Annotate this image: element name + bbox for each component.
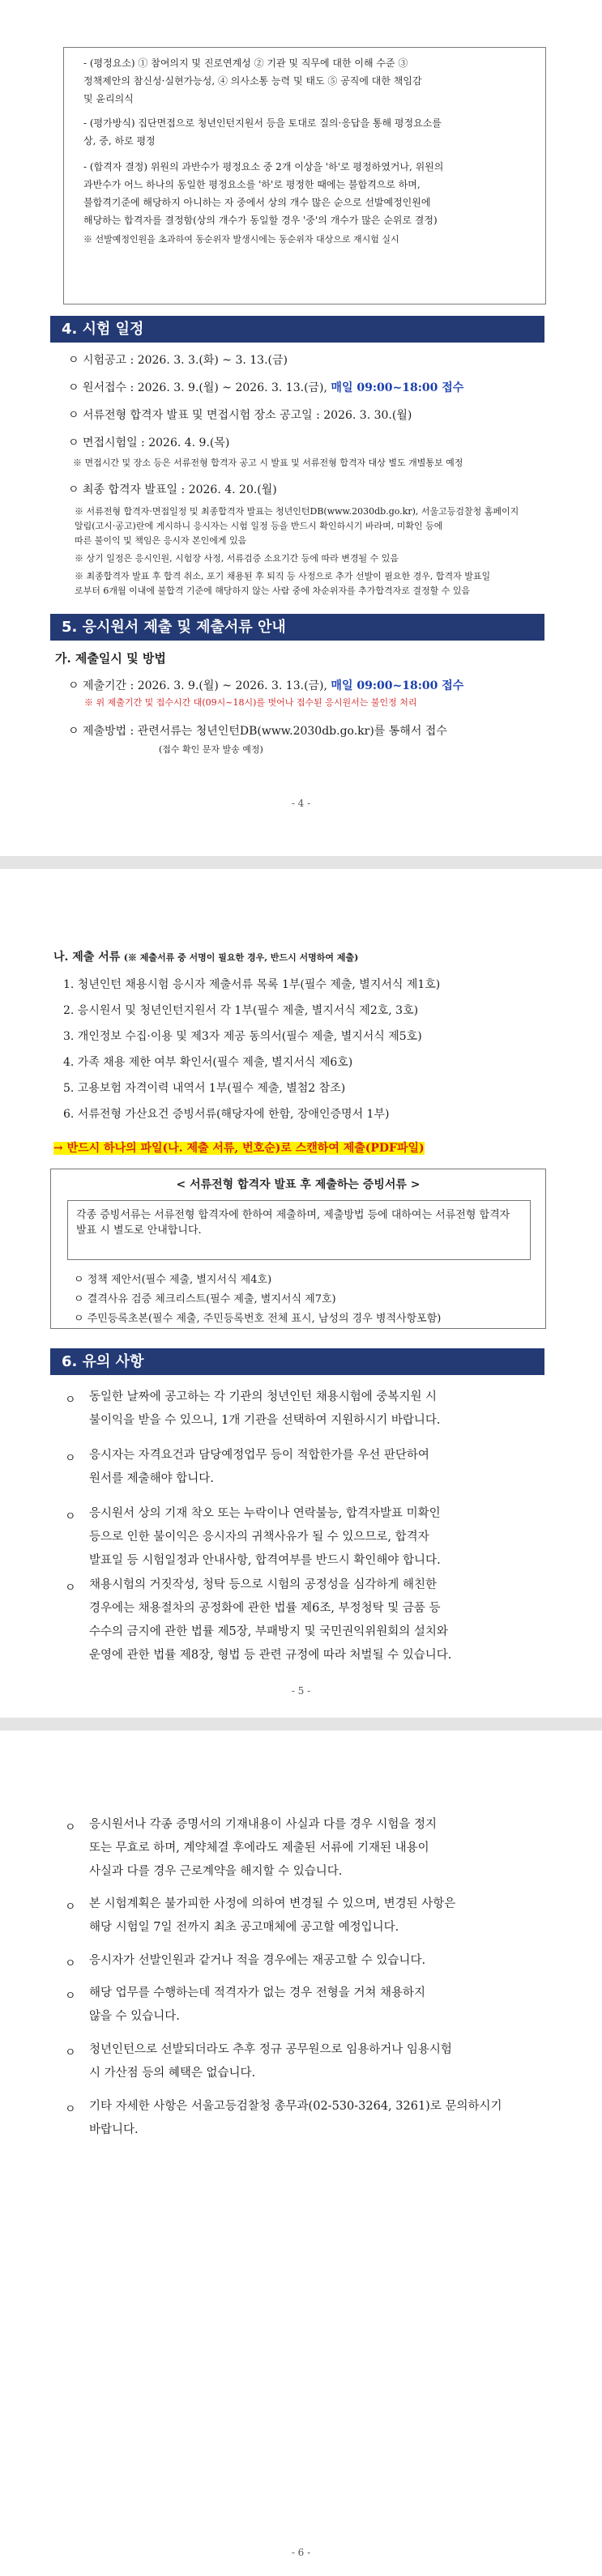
caution-line: 기타 자세한 사항은 서울고등검찰청 총무과(02-530-3264, 3261)로 문의하시기 bbox=[89, 2100, 502, 2113]
subheading-b bbox=[53, 947, 358, 969]
note-line: ※ 최종합격자 발표 후 합격 취소, 포기 채용된 후 퇴직 등 사정으로 추가 선발이 필요한 경우, 합격자 발표일 bbox=[75, 571, 491, 581]
caution-item bbox=[89, 1813, 543, 1884]
page-number: - 4 - bbox=[291, 798, 311, 809]
evidence-item: ㅇ 결격사유 검증 체크리스트(필수 제출, 별지서식 제7호) bbox=[74, 1293, 336, 1305]
caution-line: 시 가산점 등의 혜택은 없습니다. bbox=[89, 2067, 256, 2080]
schedule-item: ㅇ 시험공고 : 2026. 3. 3.(화) ~ 3. 13.(금) bbox=[68, 354, 288, 367]
page-number: - 5 - bbox=[291, 1685, 311, 1697]
period-highlight: 매일 09:00~18:00 접수 bbox=[331, 679, 464, 692]
bullet-icon: ㅇ bbox=[65, 2046, 76, 2059]
document-item: 4. 가족 채용 제한 여부 확인서(필수 제출, 별지서식 제6호) bbox=[63, 1056, 353, 1069]
caution-line: 않을 수 있습니다. bbox=[89, 2010, 180, 2023]
page-number: - 6 - bbox=[291, 2547, 311, 2558]
caution-item bbox=[89, 1893, 543, 1939]
document-item: 6. 서류전형 가산요건 증빙서류(해당자에 한함, 장애인증명서 1부) bbox=[63, 1108, 390, 1121]
evidence-item: ㅇ 정책 제안서(필수 제출, 별지서식 제4호) bbox=[74, 1274, 272, 1286]
schedule-item: ㅇ 면접시험일 : 2026. 4. 9.(목) bbox=[68, 436, 230, 449]
criteria-line: 상, 중, 하로 평정 bbox=[83, 135, 156, 147]
schedule-item: ㅇ 서류전형 합격자 발표 및 면접시험 장소 공고일 : 2026. 3. 30.(월) bbox=[68, 409, 412, 422]
caution-line: 본 시험계획은 불가피한 사정에 의하여 변경될 수 있으며, 변경된 사항은 bbox=[89, 1897, 456, 1910]
caution-line: 바랍니다. bbox=[89, 2123, 139, 2136]
method-text: 제출방법 : 관련서류는 청년인턴DB(www.2030db.go.kr)를 통해서 접수 bbox=[82, 725, 447, 738]
caution-line: 해당 시험일 7일 전까지 최초 공고매체에 공고할 예정입니다. bbox=[89, 1921, 399, 1934]
document-item: 3. 개인정보 수집·이용 및 제3자 제공 동의서(필수 제출, 별지서식 제5호) bbox=[63, 1030, 422, 1043]
pdf-notice bbox=[53, 1138, 425, 1159]
method-note: (접수 확인 문자 발송 예정) bbox=[159, 744, 263, 755]
page-4 bbox=[0, 0, 602, 856]
schedule-text: 원서접수 : 2026. 3. 9.(월) ~ 2026. 3. 13.(금), bbox=[82, 381, 331, 394]
bullet-icon: ㅇ bbox=[65, 1821, 76, 1834]
caution-line: 등으로 인한 불이익은 응시자의 귀책사유가 될 수 있으므로, 합격자 bbox=[89, 1531, 429, 1543]
caution-item bbox=[89, 1573, 543, 1667]
document-item: 1. 청년인턴 채용시험 응시자 제출서류 목록 1부(필수 제출, 별지서식 제1호) bbox=[63, 978, 441, 991]
caution-item bbox=[89, 2038, 543, 2085]
caution-line: 응시원서 상의 기재 착오 또는 누락이나 연락불능, 합격자발표 미확인 bbox=[89, 1507, 441, 1520]
caution-line: 해당 업무를 수행하는데 적격자가 없는 경우 전형을 거쳐 채용하지 bbox=[89, 1986, 426, 1999]
caution-item bbox=[89, 1982, 543, 2029]
caution-line: 불이익을 받을 수 있으니, 1개 기관을 선택하여 지원하시기 바랍니다. bbox=[89, 1414, 441, 1427]
caution-line: 발표일 등 시험일정과 안내사항, 합격여부를 반드시 확인해야 합니다. bbox=[89, 1554, 441, 1567]
page-5 bbox=[0, 869, 602, 1718]
criteria-line: 해당하는 합격자를 결정함(상의 개수가 동일할 경우 '중'의 개수가 많은 순위로 결정) bbox=[83, 215, 438, 226]
section-5-title: 5. 응시원서 제출 및 제출서류 안내 bbox=[50, 614, 544, 641]
caution-line: 청년인턴으로 선발되더라도 추후 정규 공무원으로 임용하거나 임용시험 bbox=[89, 2043, 452, 2056]
subheading-b-text: 나. 제출 서류 bbox=[53, 951, 121, 964]
evidence-box-title: < 서류전형 합격자 발표 후 제출하는 증빙서류 > bbox=[176, 1178, 421, 1191]
caution-line: 채용시험의 거짓작성, 청탁 등으로 시험의 공정성을 심각하게 해친한 bbox=[89, 1578, 438, 1591]
schedule-text: 서류전형 합격자 발표 및 면접시험 장소 공고일 : 2026. 3. 30.(월) bbox=[82, 409, 412, 422]
caution-line: 응시자는 자격요건과 담당예정업무 등이 적합한가를 우선 판단하여 bbox=[89, 1449, 429, 1462]
schedule-highlight: 매일 09:00~18:00 접수 bbox=[331, 381, 464, 394]
caution-line: 경우에는 채용절차의 공정화에 관한 법률 제6조, 부정청탁 및 금품 등 bbox=[89, 1602, 441, 1615]
caution-line: 원서를 제출해야 합니다. bbox=[89, 1472, 214, 1485]
note-line: ※ 상기 일정은 응시인원, 시험장 사정, 서류검증 소요기간 등에 따라 변경될 수 있음 bbox=[75, 553, 399, 564]
criteria-note: ※ 선발예정인원을 초과하여 동순위자 발생시에는 동순위자 대상으로 재시험 실시 bbox=[83, 234, 399, 245]
schedule-text: 면접시험일 : 2026. 4. 9.(목) bbox=[82, 436, 230, 449]
caution-item bbox=[89, 1949, 543, 1973]
caution-item bbox=[89, 1386, 543, 1433]
bullet-icon: ㅇ bbox=[65, 1990, 76, 2003]
subheading-a: 가. 제출일시 및 방법 bbox=[55, 651, 166, 666]
page-6 bbox=[0, 1731, 602, 2576]
bullet-icon: ㅇ bbox=[65, 1957, 76, 1970]
submission-period: ㅇ 제출기간 : 2026. 3. 9.(월) ~ 2026. 3. 13.(금), 매일 09:00~18:00 접수 bbox=[68, 679, 464, 692]
schedule-item: ㅇ 원서접수 : 2026. 3. 9.(월) ~ 2026. 3. 13.(금), 매일 09:00~18:00 접수 bbox=[68, 381, 464, 394]
caution-line: 응시자가 선발인원과 같거나 적을 경우에는 재공고할 수 있습니다. bbox=[89, 1954, 426, 1967]
bullet-icon: ㅇ bbox=[65, 1452, 76, 1465]
criteria-line: 과반수가 어느 하나의 동일한 평정요소를 '하'로 평정한 때에는 불합격으로 하며, bbox=[83, 179, 421, 190]
caution-item bbox=[89, 2095, 543, 2142]
bullet-icon: ㅇ bbox=[65, 1394, 76, 1407]
note-line: 따른 불이익 및 책임은 응시자 본인에게 있음 bbox=[75, 535, 247, 546]
bullet-icon: ㅇ bbox=[65, 1510, 76, 1523]
caution-line: 동일한 날짜에 공고하는 각 기관의 청년인턴 채용시험에 중복지원 시 bbox=[89, 1390, 438, 1403]
submission-method: ㅇ 제출방법 : 관련서류는 청년인턴DB(www.2030db.go.kr)를 통해서 접수 bbox=[68, 725, 447, 738]
note-line: 로부터 6개월 이내에 불합격 기준에 해당하지 않는 사람 중에 차순위자를 추가합격자로 결정할 수 있음 bbox=[75, 585, 471, 596]
evaluation-criteria-box bbox=[63, 47, 546, 304]
caution-item bbox=[89, 1444, 543, 1491]
final-announce-text: 최종 합격자 발표일 : 2026. 4. 20.(월) bbox=[82, 483, 277, 496]
caution-line: 사실과 다를 경우 근로계약을 해지할 수 있습니다. bbox=[89, 1865, 343, 1878]
caution-line: 운영에 관한 법률 제8장, 형법 등 관련 규정에 따라 처벌될 수 있습니다. bbox=[89, 1649, 452, 1662]
criteria-line: 및 윤리의식 bbox=[83, 93, 134, 104]
bullet-icon: ㅇ bbox=[65, 2103, 76, 2116]
caution-line: 응시원서나 각종 증명서의 기재내용이 사실과 다를 경우 시험을 정지 bbox=[89, 1818, 438, 1831]
final-announce: ㅇ 최종 합격자 발표일 : 2026. 4. 20.(월) bbox=[68, 483, 277, 496]
criteria-line: 불합격기준에 해당하지 아니하는 자 중에서 상의 개수 많은 순으로 선발예정인원에 bbox=[83, 197, 431, 208]
document-item: 5. 고용보험 자격이력 내역서 1부(필수 제출, 별첨2 참조) bbox=[63, 1082, 346, 1095]
bullet-icon: ㅇ bbox=[65, 1901, 76, 1914]
pdf-notice-text: → 반드시 하나의 파일(나. 제출 서류, 번호순)로 스캔하여 제출(PDF파일) bbox=[53, 1142, 425, 1155]
section-4-title: 4. 시험 일정 bbox=[50, 316, 544, 343]
document-item: 2. 응시원서 및 청년인턴지원서 각 1부(필수 제출, 별지서식 제2호, 3호) bbox=[63, 1004, 419, 1017]
note-line: 알림(고시·공고)란에 게시하니 응시자는 시험 일정 등을 반드시 확인하시기 바라며, 미확인 등에 bbox=[75, 521, 443, 531]
schedule-text: 시험공고 : 2026. 3. 3.(화) ~ 3. 13.(금) bbox=[82, 354, 288, 367]
period-text: 제출기간 : 2026. 3. 9.(월) ~ 2026. 3. 13.(금), bbox=[82, 679, 331, 692]
evidence-documents-box bbox=[50, 1169, 546, 1329]
criteria-line: - (평정요소) ① 참여의지 및 진로연계성 ② 기관 및 직무에 대한 이해 수준 ③ bbox=[83, 57, 408, 69]
note-line: ※ 서류전형 합격자·면접일정 및 최종합격자 발표는 청년인턴DB(www.2030db.go.kr), 서울고등검찰청 홈페이지 bbox=[75, 506, 519, 517]
subheading-b-note: (※ 제출서류 중 서명이 필요한 경우, 반드시 서명하여 제출) bbox=[123, 952, 359, 963]
criteria-line: 정책제안의 참신성·실현가능성, ④ 의사소통 능력 및 태도 ⑤ 공직에 대한 책임감 bbox=[83, 75, 422, 87]
period-note: ※ 위 제출기간 및 접수시간 대(09시~18시)를 벗어나 접수된 응시원서는 불인정 처리 bbox=[84, 697, 417, 708]
caution-line: 수수의 금지에 관한 법률 제5장, 부패방지 및 국민권익위원회의 설치와 bbox=[89, 1625, 448, 1638]
caution-line: 또는 무효로 하며, 계약체결 후에라도 제출된 서류에 기재된 내용이 bbox=[89, 1842, 429, 1854]
evidence-item: ㅇ 주민등록초본(필수 제출, 주민등록번호 전체 표시, 남성의 경우 병적사항포함) bbox=[74, 1313, 442, 1325]
caution-item bbox=[89, 1502, 543, 1573]
bullet-icon: ㅇ bbox=[65, 1582, 76, 1595]
schedule-note: ※ 면접시간 및 장소 등은 서류전형 합격자 공고 시 발표 및 서류전형 합격자 대상 별도 개별통보 예정 bbox=[73, 458, 463, 468]
evidence-box-description: 각종 증빙서류는 서류전형 합격자에 한하여 제출하며, 제출방법 등에 대하여는 서류전형 합격자 발표 시 별도로 안내합니다. bbox=[67, 1200, 531, 1260]
criteria-line: - (합격자 결정) 위원의 과반수가 평정요소 중 2개 이상을 '하'로 평정하였거나, 위원의 bbox=[83, 161, 444, 172]
section-6-title: 6. 유의 사항 bbox=[50, 1348, 544, 1375]
criteria-line: - (평가방식) 집단면접으로 청년인턴지원서 등을 토대로 질의·응답을 통해 평정요소를 bbox=[83, 117, 442, 129]
